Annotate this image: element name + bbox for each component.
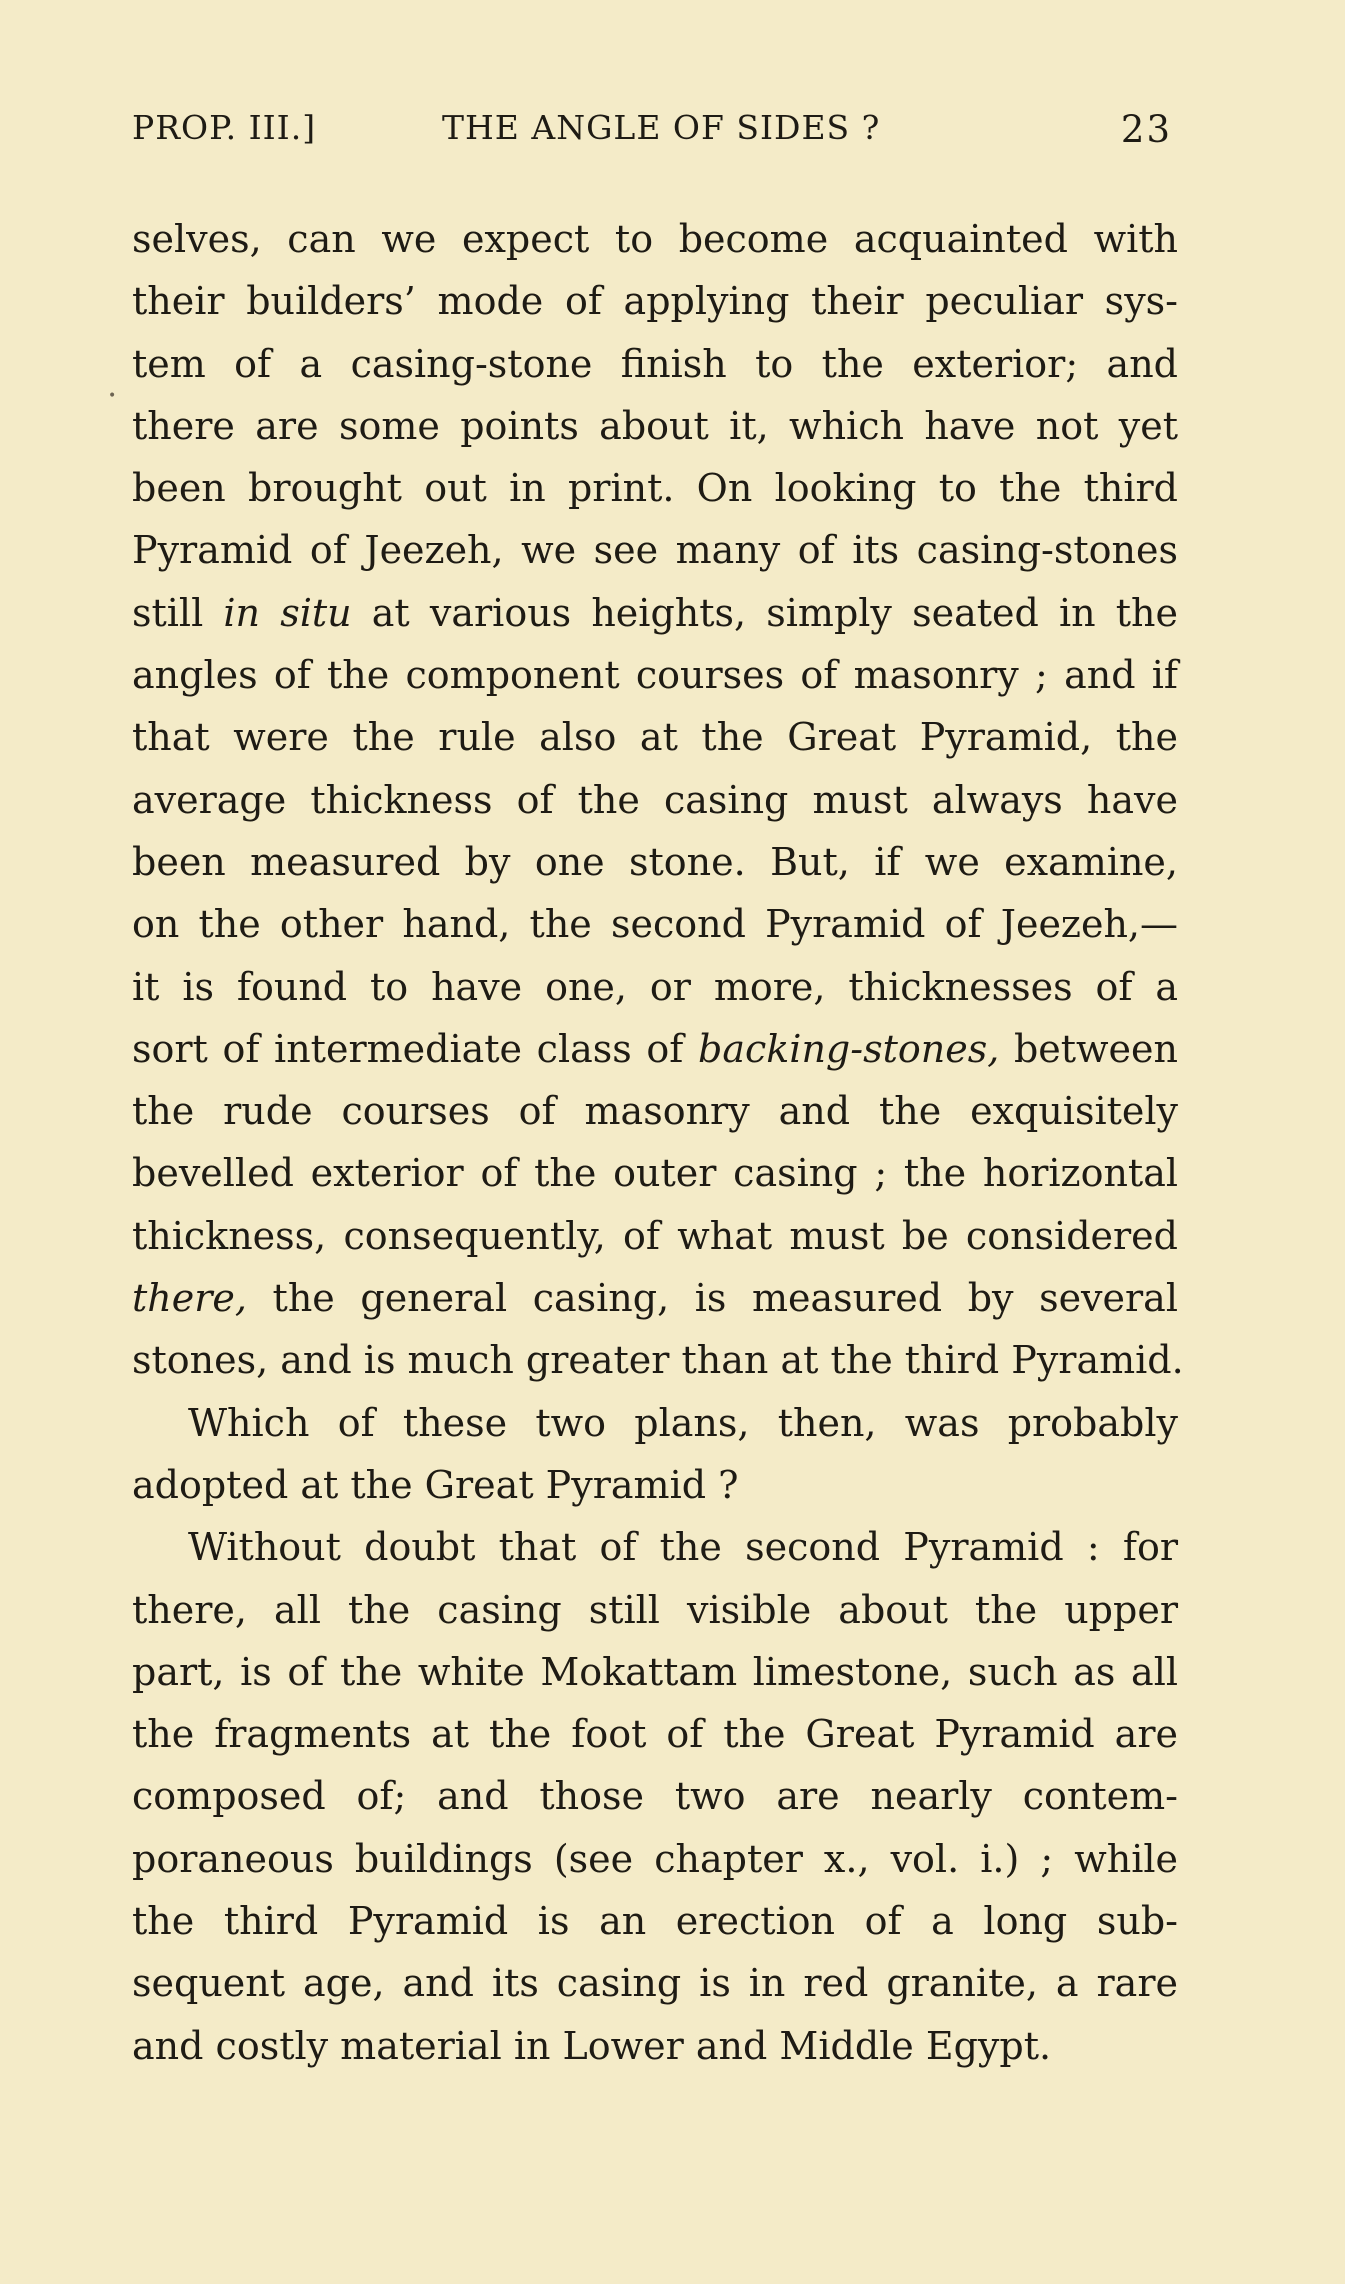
text-line bbox=[132, 956, 1178, 1018]
text-segment: been measured by one stone. But, if we examine, bbox=[132, 839, 1178, 884]
text-line bbox=[132, 1952, 1178, 2014]
italic-text: there, bbox=[132, 1276, 247, 1321]
text-segment: thickness, consequently, of what must be considered bbox=[132, 1213, 1178, 1258]
text-segment: still bbox=[132, 590, 224, 635]
header-title: THE ANGLE OF SIDES ? bbox=[442, 108, 881, 147]
text-segment: on the other hand, the second Pyramid of Jeezeh,— bbox=[132, 902, 1178, 947]
text-line bbox=[132, 1142, 1178, 1204]
text-line bbox=[132, 1205, 1178, 1267]
text-line bbox=[132, 706, 1178, 768]
text-line bbox=[132, 208, 1178, 270]
text-segment: at various heights, simply seated in the bbox=[351, 590, 1179, 635]
text-segment: angles of the component courses of masonry ; and if bbox=[132, 653, 1178, 698]
text-segment: average thickness of the casing must always have bbox=[132, 777, 1178, 822]
text-segment: and costly material in Lower and Middle Egypt. bbox=[132, 2023, 1052, 2068]
text-line bbox=[132, 1018, 1178, 1080]
text-segment: sequent age, and its casing is in red granite, a rare bbox=[132, 1961, 1178, 2006]
page-number: 23 bbox=[1120, 108, 1172, 151]
text-segment: the third Pyramid is an erection of a long sub- bbox=[132, 1899, 1178, 1944]
text-segment: the fragments at the foot of the Great Pyramid are bbox=[132, 1712, 1178, 1757]
text-segment: poraneous buildings (see chapter x., vol. i.) ; while bbox=[132, 1836, 1178, 1881]
text-line bbox=[132, 1454, 1178, 1516]
text-segment: stones, and is much greater than at the third Pyramid. bbox=[132, 1338, 1184, 1383]
text-segment: sort of intermediate class of bbox=[132, 1026, 699, 1071]
text-segment: between bbox=[999, 1026, 1179, 1071]
text-line bbox=[132, 2015, 1178, 2077]
text-segment: bevelled exterior of the outer casing ; the horizontal bbox=[132, 1151, 1178, 1196]
text-segment: composed of; and those two are nearly contem- bbox=[132, 1774, 1178, 1819]
text-line bbox=[132, 1890, 1178, 1952]
italic-text: backing-stones, bbox=[698, 1026, 1000, 1071]
text-line bbox=[132, 1828, 1178, 1890]
text-segment: tem of a casing-stone finish to the exterior; and bbox=[132, 341, 1178, 386]
text-line bbox=[132, 1267, 1178, 1329]
body-text bbox=[132, 208, 1184, 2077]
text-segment: part, is of the white Mokattam limestone, such as all bbox=[132, 1649, 1178, 1694]
text-line bbox=[132, 519, 1178, 581]
text-line bbox=[132, 333, 1178, 395]
header-section-ref: PROP. III.] bbox=[132, 108, 317, 147]
italic-text: in situ bbox=[223, 590, 352, 635]
text-segment: their builders’ mode of applying their peculiar sys- bbox=[132, 279, 1178, 324]
text-line bbox=[132, 1765, 1178, 1827]
text-segment: Without doubt that of the second Pyramid : for bbox=[188, 1525, 1178, 1570]
text-line bbox=[132, 270, 1178, 332]
text-segment: the general casing, is measured by several bbox=[246, 1276, 1178, 1321]
text-line bbox=[132, 1579, 1178, 1641]
text-segment: Which of these two plans, then, was probably bbox=[188, 1400, 1178, 1445]
text-segment: been brought out in print. On looking to the third bbox=[132, 466, 1178, 511]
text-line bbox=[132, 1516, 1178, 1578]
text-line bbox=[132, 1329, 1184, 1391]
text-line bbox=[132, 644, 1178, 706]
text-segment: it is found to have one, or more, thicknesses of a bbox=[132, 964, 1178, 1009]
text-line bbox=[132, 893, 1178, 955]
text-segment: the rude courses of masonry and the exquisitely bbox=[132, 1089, 1178, 1134]
text-segment: there, all the casing still visible about the upper bbox=[132, 1587, 1178, 1632]
text-segment: adopted at the Great Pyramid ? bbox=[132, 1462, 739, 1507]
margin-ink-speck: • bbox=[108, 388, 117, 404]
running-header bbox=[132, 108, 1172, 168]
text-segment: there are some points about it, which have not yet bbox=[132, 403, 1178, 448]
text-line bbox=[132, 831, 1178, 893]
text-line bbox=[132, 1080, 1178, 1142]
text-line bbox=[132, 582, 1178, 644]
text-segment: that were the rule also at the Great Pyramid, the bbox=[132, 715, 1178, 760]
text-line bbox=[132, 457, 1178, 519]
text-line bbox=[132, 395, 1178, 457]
text-line bbox=[132, 1703, 1178, 1765]
text-line bbox=[132, 769, 1178, 831]
text-segment: selves, can we expect to become acquainted with bbox=[132, 217, 1178, 261]
text-segment: Pyramid of Jeezeh, we see many of its casing-stones bbox=[132, 528, 1178, 573]
text-line bbox=[132, 1641, 1178, 1703]
text-line bbox=[132, 1392, 1178, 1454]
